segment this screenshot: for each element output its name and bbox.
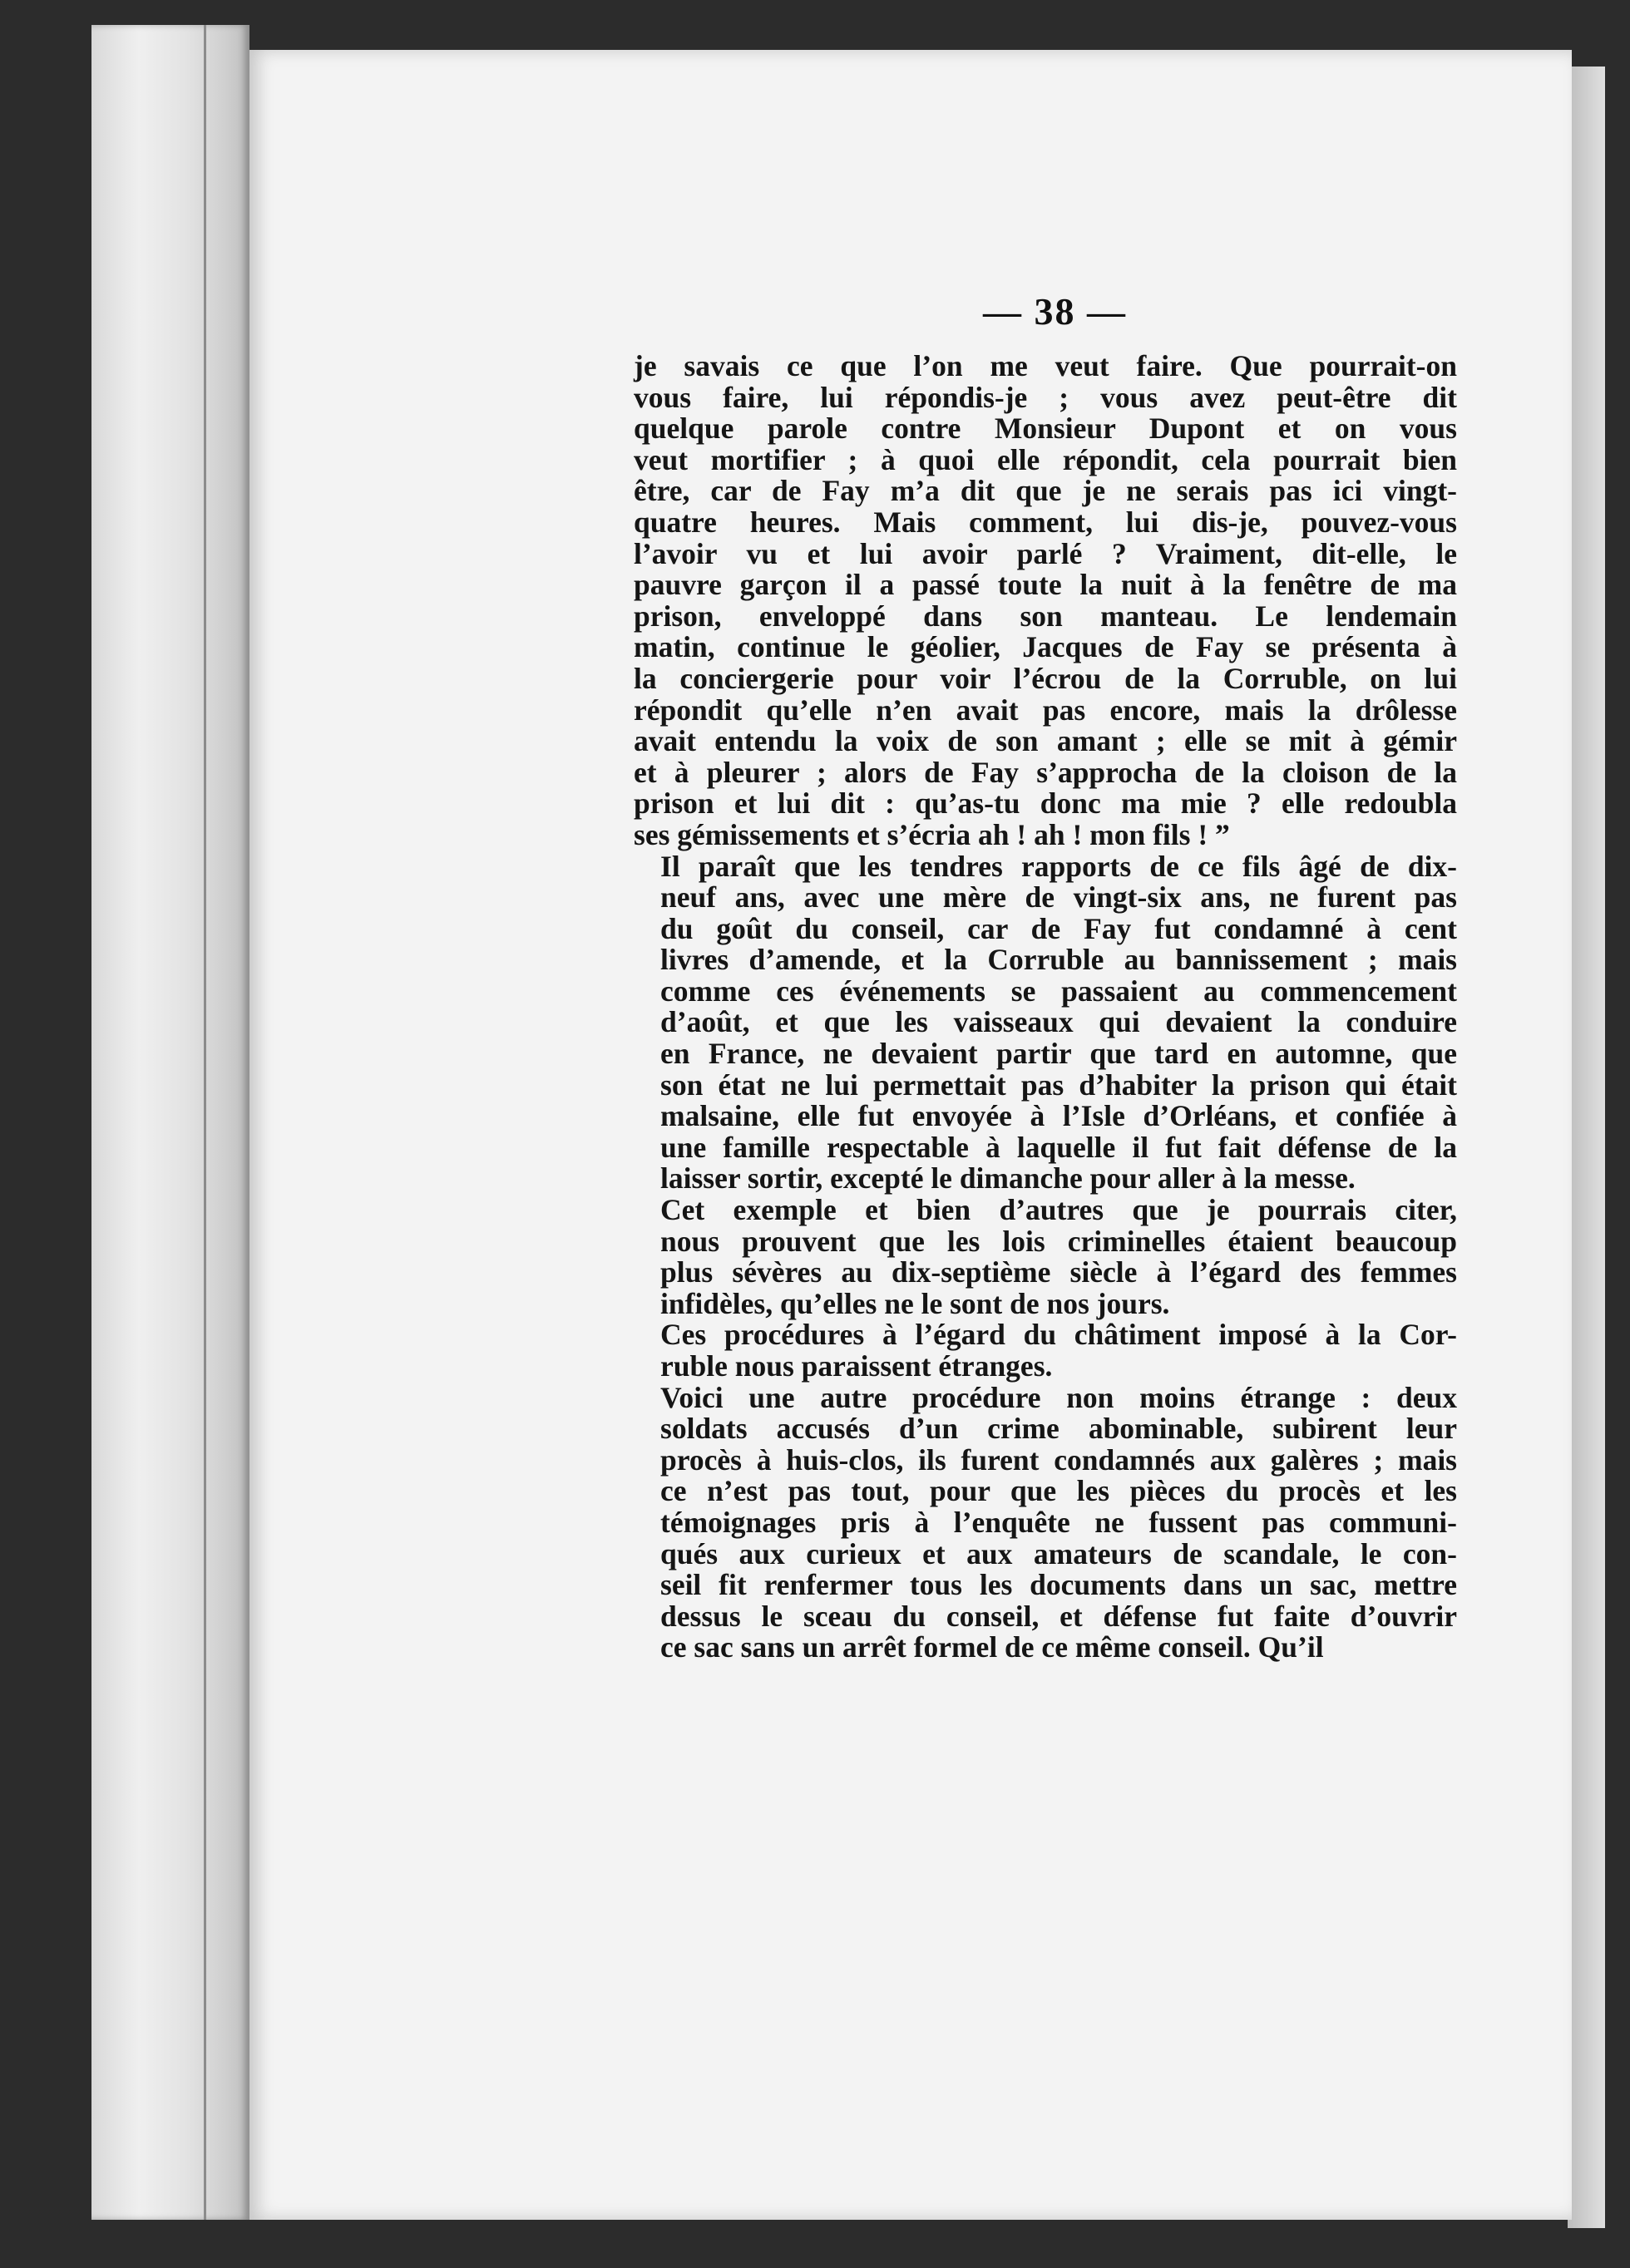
text-line: je savais ce que l’on me veut faire. Que pourrait-on (634, 349, 1457, 382)
paragraph (634, 351, 1457, 851)
page-number: — 38 — (983, 290, 1127, 333)
text-line: quelque parole contre Monsieur Dupont et on vous (634, 412, 1457, 446)
text-line: procès à huis-clos, ils furent condamnés aux galères ; mais (660, 1442, 1457, 1477)
body-text (634, 351, 1457, 1664)
book-page-edges (91, 25, 249, 2220)
text-line: Voici une autre procédure non moins étrange : deux (660, 1380, 1457, 1414)
paragraph (634, 1380, 1457, 1664)
text-line: témoignages pris à l’enquête ne fussent pas communi- (660, 1505, 1457, 1539)
text-line: vous faire, lui répondis-je ; vous avez peut-être dit (634, 380, 1457, 414)
text-line: quatre heures. Mais comment, lui dis-je, pouvez-vous (634, 505, 1457, 539)
text-line: soldats accusés d’un crime abominable, subirent leur (660, 1412, 1457, 1446)
text-line: être, car de Fay m’a dit que je ne serais pas ici vingt- (634, 474, 1457, 508)
paragraph (634, 1319, 1457, 1382)
text-line: infidèles, qu’elles ne le sont de nos jours. (660, 1286, 1170, 1320)
book-right-edge (1568, 67, 1605, 2228)
text-line: ce n’est pas tout, pour que les pièces du procès et les (660, 1474, 1457, 1508)
text-line: plus sévères au dix-septième siècle à l’égard des femmes (660, 1255, 1457, 1289)
text-line: la conciergerie pour voir l’écrou de la Corruble, on lui (634, 661, 1457, 695)
text-line: prison, enveloppé dans son manteau. Le lendemain (634, 599, 1457, 633)
text-line: neuf ans, avec une mère de vingt-six ans, ne furent pas (660, 880, 1457, 915)
text-line: et à pleurer ; alors de Fay s’approcha de la cloison de la (634, 755, 1457, 789)
text-line: laisser sortir, excepté le dimanche pour aller à la messe. (660, 1161, 1356, 1196)
text-line: qués aux curieux et aux amateurs de scandale, le con- (660, 1536, 1457, 1570)
text-line: l’avoir vu et lui avoir parlé ? Vraiment, dit-elle, le (634, 536, 1457, 570)
text-line: nous prouvent que les lois criminelles étaient beaucoup (660, 1224, 1457, 1258)
text-line: matin, continue le géolier, Jacques de Fay se présenta à (634, 630, 1457, 664)
text-line: avait entendu la voix de son amant ; elle se mit à gémir (634, 724, 1457, 758)
text-line: répondit qu’elle n’en avait pas encore, mais la drôlesse (634, 693, 1457, 727)
paragraph (634, 851, 1457, 1196)
text-line: son état ne lui permettait pas d’habiter la prison qui était (660, 1067, 1457, 1102)
text-line: d’août, et que les vaisseaux qui devaient la conduire (660, 1005, 1457, 1039)
text-line: pauvre garçon il a passé toute la nuit à la fenêtre de ma (634, 568, 1457, 602)
text-line: dessus le sceau du conseil, et défense fut faite d’ouvrir (660, 1599, 1457, 1633)
text-line: malsaine, elle fut envoyée à l’Isle d’Orléans, et confiée à (660, 1099, 1457, 1133)
text-line: prison et lui dit : qu’as-tu donc ma mie ? elle redoubla (634, 786, 1457, 821)
text-line: du goût du conseil, car de Fay fut condamné à cent (660, 911, 1457, 945)
text-line: seil fit renfermer tous les documents dans un sac, mettre (660, 1568, 1457, 1602)
text-line: en France, ne devaient partir que tard en automne, que (660, 1037, 1457, 1071)
text-line: Il paraît que les tendres rapports de ce fils âgé de dix- (660, 849, 1457, 883)
text-line: ce sac sans un arrêt formel de ce même conseil. Qu’il (660, 1630, 1324, 1664)
paragraph (634, 1195, 1457, 1319)
text-line: ses gémissements et s’écria ah ! ah ! mon fils ! ” (634, 817, 1230, 851)
text-line: une famille respectable à laquelle il fut fait défense de la (660, 1130, 1457, 1164)
text-line: Ces procédures à l’égard du châtiment imposé à la Cor- (660, 1318, 1457, 1352)
text-line: ruble nous paraissent étranges. (660, 1349, 1053, 1383)
text-line: livres d’amende, et la Corruble au bannissement ; mais (660, 943, 1457, 977)
text-line: comme ces événements se passaient au commencement (660, 974, 1457, 1008)
text-line: veut mortifier ; à quoi elle répondit, cela pourrait bien (634, 442, 1457, 476)
text-line: Cet exemple et bien d’autres que je pourrais citer, (660, 1193, 1457, 1227)
